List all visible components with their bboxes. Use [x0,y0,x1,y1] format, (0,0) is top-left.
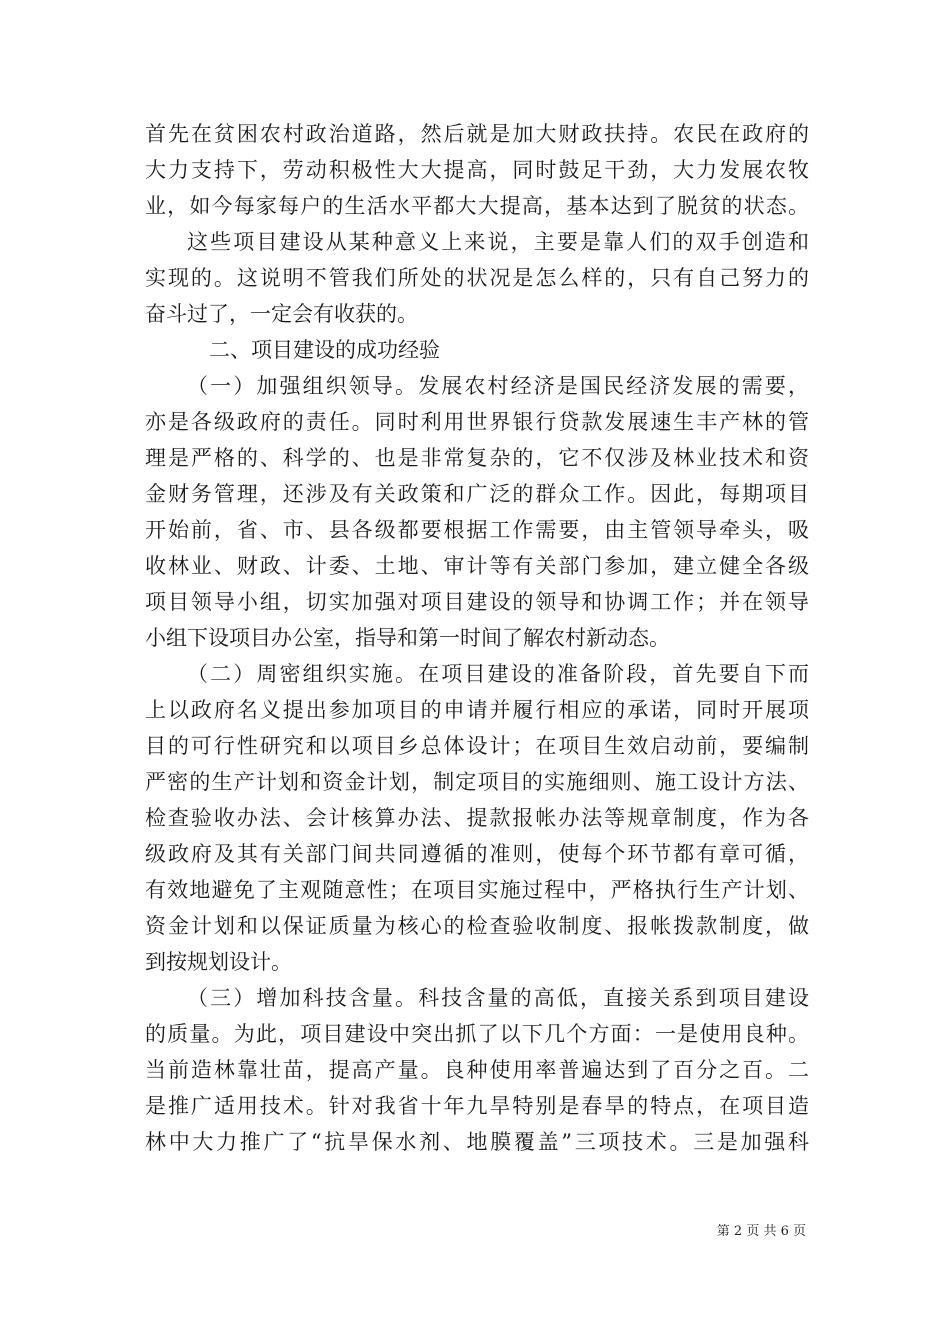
text-line: 理是严格的、科学的、也是非常复杂的，它不仅涉及林业技术和资 [145,446,809,470]
text-line: 严密的生产计划和资金计划，制定项目的实施细则、施工设计方法、 [145,770,809,794]
text-line: （二）周密组织实施。在项目建设的准备阶段，首先要自下而 [187,662,809,686]
text-line: 资金计划和以保证质量为核心的检查验收制度、报帐拨款制度，做 [145,914,809,938]
text-line: 项目领导小组，切实加强对项目建设的领导和协调工作；并在领导 [145,590,809,614]
text-line: 是推广适用技术。针对我省十年九旱特别是春旱的特点，在项目造 [145,1094,809,1118]
text-line: 级政府及其有关部门间共同遵循的准则，使每个环节都有章可循， [145,842,809,866]
text-line: 林中大力推广了“抗旱保水剂、地膜覆盖”三项技术。三是加强科 [145,1130,809,1154]
text-line: 到按规划设计。 [145,950,292,974]
text-line: （一）加强组织领导。发展农村经济是国民经济发展的需要， [187,374,809,398]
text-line: 亦是各级政府的责任。同时利用世界银行贷款发展速生丰产林的管 [145,410,809,434]
text-line: （三）增加科技含量。科技含量的高低，直接关系到项目建设 [187,986,809,1010]
text-line: 开始前，省、市、县各级都要根据工作需要，由主管领导牵头，吸 [145,518,809,542]
section-heading: 二、项目建设的成功经验 [209,338,440,362]
text-line: 首先在贫困农村政治道路，然后就是加大财政扶持。农民在政府的 [145,122,809,146]
text-line: 小组下设项目办公室，指导和第一时间了解农村新动态。 [145,626,670,650]
text-line: 实现的。这说明不管我们所处的状况是怎么样的，只有自己努力的 [145,266,809,290]
page-number: 第 2 页 共 6 页 [716,1224,806,1239]
document-body [145,116,809,1160]
text-line: 目的可行性研究和以项目乡总体设计；在项目生效启动前，要编制 [145,734,809,758]
text-line: 有效地避免了主观随意性；在项目实施过程中，严格执行生产计划、 [145,878,809,902]
text-line: 大力支持下，劳动积极性大大提高，同时鼓足干劲，大力发展农牧 [145,158,809,182]
text-line: 奋斗过了，一定会有收获的。 [145,302,418,326]
text-line: 检查验收办法、会计核算办法、提款报帐办法等规章制度，作为各 [145,806,809,830]
text-line: 上以政府名义提出参加项目的申请并履行相应的承诺，同时开展项 [145,698,809,722]
text-line: 的质量。为此，项目建设中突出抓了以下几个方面：一是使用良种。 [145,1022,809,1046]
text-line: 这些项目建设从某种意义上来说，主要是靠人们的双手创造和 [187,230,809,254]
text-line: 金财务管理，还涉及有关政策和广泛的群众工作。因此，每期项目 [145,482,809,506]
text-line: 当前造林靠壮苗，提高产量。良种使用率普遍达到了百分之百。二 [145,1058,809,1082]
text-line: 收林业、财政、计委、土地、审计等有关部门参加，建立健全各级 [145,554,809,578]
text-line: 业，如今每家每户的生活水平都大大提高，基本达到了脱贫的状态。 [145,194,809,218]
